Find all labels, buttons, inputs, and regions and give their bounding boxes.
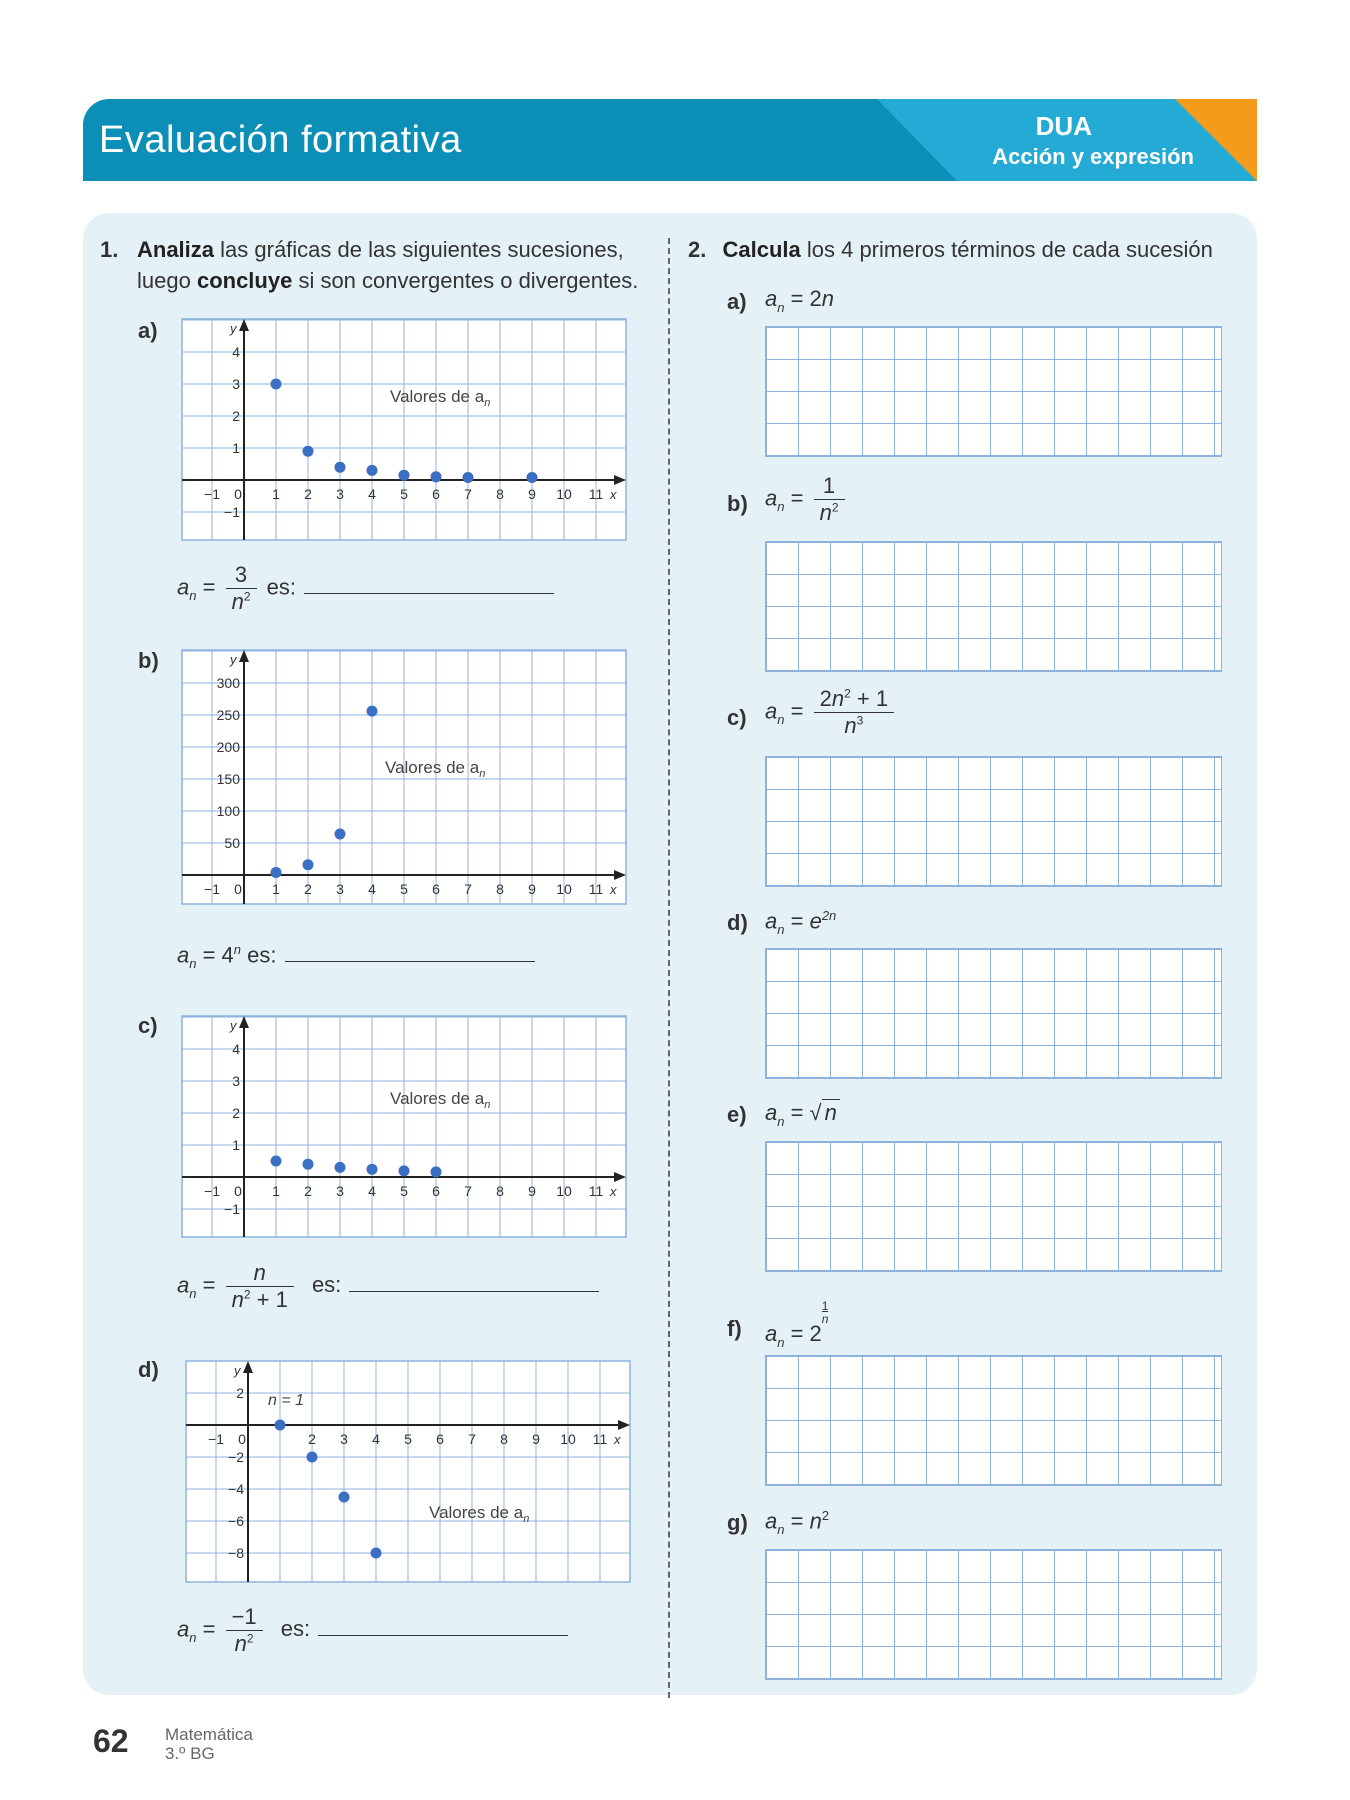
chart-b [180, 648, 628, 906]
chart-a-series-label: Valores de $a_n$ [390, 387, 491, 409]
chart-a-xtick: 5 [400, 486, 408, 502]
chart-a-xlabel: x [610, 487, 617, 502]
page-number: 62 [93, 1723, 129, 1759]
chart-d-xtick: 11 [592, 1431, 608, 1447]
chart-c-point [399, 1165, 410, 1176]
chart-d-ytick: 2 [236, 1385, 244, 1401]
q1-number: 1. [100, 237, 119, 262]
chart-b-xtick: −1 [204, 881, 220, 897]
chart-b-xtick: 1 [272, 881, 280, 897]
chart-a-ytick: 4 [232, 344, 240, 360]
chart-c-ytick: −1 [224, 1201, 240, 1217]
chart-c-xtick: 0 [234, 1183, 242, 1199]
chart-d-annotation: n = 1 [268, 1392, 305, 1409]
chart-d-ytick: −4 [228, 1481, 244, 1497]
chart-d-series-label: Valores de $a_n$ [429, 1503, 530, 1525]
chart-d-point [275, 1420, 286, 1431]
chart-c-xtick: 10 [556, 1183, 572, 1199]
chart-d-xtick: 7 [468, 1431, 476, 1447]
chart-a-xtick: 8 [496, 486, 504, 502]
chart-a-point [271, 379, 282, 390]
q1c-answer-line[interactable] [349, 1291, 599, 1292]
chart-d-xtick: 8 [500, 1431, 508, 1447]
chart-a-ytick: 1 [232, 440, 240, 456]
chart-c-xtick: 4 [368, 1183, 376, 1199]
q1a-formula: $a_n$ = $\frac{3}{n^2}$ es: [177, 562, 554, 615]
chart-d-xtick: 5 [404, 1431, 412, 1447]
chart-a-xtick: 4 [368, 486, 376, 502]
chart-a-point [399, 470, 410, 481]
chart-c-point [335, 1162, 346, 1173]
section-title: Evaluación formativa [99, 119, 462, 161]
q2f-letter: f) [727, 1316, 742, 1341]
chart-a-xtick: 7 [464, 486, 472, 502]
chart-b-point [335, 829, 346, 840]
chart-b-point [271, 867, 282, 878]
chart-c-xtick: 8 [496, 1183, 504, 1199]
chart-d-xtick: 4 [372, 1431, 380, 1447]
q1b-es: es: [247, 942, 277, 968]
chart-d-ytick: −2 [228, 1449, 244, 1465]
chart-c-xtick: 9 [528, 1183, 536, 1199]
q2c-letter: c) [727, 705, 747, 730]
chart-d-point [339, 1492, 350, 1503]
q1-statement [100, 234, 652, 293]
q2b-grid[interactable] [765, 541, 1222, 672]
chart-d-xtick: 6 [436, 1431, 444, 1447]
q1-text2b: si son convergentes o divergentes. [292, 268, 639, 293]
q2b-formula: $a_n$ = $\frac{1}{n^2}$ [765, 473, 849, 526]
q2e-formula: $a_n$ = √ n [765, 1100, 840, 1126]
chart-a-xtick: 3 [336, 486, 344, 502]
dua-subtitle: Acción y expresión [992, 144, 1194, 169]
column-divider [668, 238, 670, 1698]
q2d-grid[interactable] [765, 948, 1222, 1079]
q2g-letter: g) [727, 1510, 748, 1535]
q2-verb: Calcula [722, 237, 801, 262]
q1d-formula: $a_n$ = $\frac{-1}{n^2}$ es: [177, 1604, 568, 1657]
q2f-formula: $a_n = 2^{1 n}$ [765, 1299, 829, 1350]
chart-d [184, 1359, 632, 1584]
q2f-grid[interactable] [765, 1355, 1222, 1486]
chart-a [180, 317, 628, 542]
chart-b-xtick: 2 [304, 881, 312, 897]
q1-verb2: concluye [196, 268, 293, 293]
chart-a-xtick: 2 [304, 486, 312, 502]
chart-b-ytick: 50 [224, 835, 240, 851]
q2a-letter: a) [727, 289, 747, 314]
chart-d-xtick: 0 [238, 1431, 246, 1447]
q1c-es: es: [311, 1272, 342, 1298]
chart-a-ytick: 2 [232, 408, 240, 424]
chart-a-xtick: 1 [272, 486, 280, 502]
q2e-letter: e) [727, 1102, 747, 1127]
chart-b-xtick: 11 [588, 881, 604, 897]
chart-b-ytick: 150 [216, 771, 240, 787]
chart-a-xtick: 10 [556, 486, 572, 502]
chart-c-ytick: 4 [232, 1041, 240, 1057]
q2-number: 2. [688, 237, 707, 262]
chart-c-xtick: 5 [400, 1183, 408, 1199]
chart-a-series-label-sub: n [484, 397, 491, 409]
chart-c-xtick: 6 [432, 1183, 440, 1199]
chart-d-xtick: 2 [308, 1431, 316, 1447]
chart-a-point [367, 465, 378, 476]
q2d-letter: d) [727, 910, 748, 935]
chart-b-point [303, 859, 314, 870]
chart-c-ytick: 3 [232, 1073, 240, 1089]
chart-c-xtick: −1 [204, 1183, 220, 1199]
chart-a-point [527, 472, 538, 483]
chart-a-point [335, 462, 346, 473]
q1-verb1: Analiza [137, 237, 215, 262]
chart-b-xtick: 7 [464, 881, 472, 897]
chart-b-ytick: 200 [216, 739, 240, 755]
chart-d-series-label-sub: n [523, 1513, 530, 1525]
q1a-es: es: [266, 574, 296, 600]
chart-d-point [371, 1548, 382, 1559]
chart-d-xlabel: x [614, 1432, 621, 1447]
chart-b-xtick: 8 [496, 881, 504, 897]
chart-b-series-label: Valores de $a_n$ [385, 758, 486, 780]
chart-a-point [303, 446, 314, 457]
chart-c-xtick: 11 [588, 1183, 604, 1199]
chart-d-ytick: −6 [228, 1513, 244, 1529]
q2g-formula: $a_n = n^2$ [765, 1508, 830, 1538]
q1a-answer-line[interactable] [304, 593, 554, 594]
q1c-formula: $a_n$ = $\frac{n}{n^2 + 1}$ es: [177, 1260, 599, 1313]
chart-b-xtick: 9 [528, 881, 536, 897]
q1d-es: es: [280, 1616, 311, 1642]
chart-d-xtick: −1 [208, 1431, 224, 1447]
q2-statement [688, 234, 1213, 265]
q1c-letter: c) [138, 1013, 158, 1038]
chart-d-xtick: 3 [340, 1431, 348, 1447]
q1b-letter: b) [138, 648, 159, 673]
chart-b-xtick: 3 [336, 881, 344, 897]
chart-d-ylabel: y [234, 1363, 241, 1378]
dua-title: DUA [1035, 111, 1092, 141]
chart-c-point [303, 1159, 314, 1170]
section-header [83, 99, 1257, 181]
chart-a-point [463, 472, 474, 483]
chart-d-xtick: 10 [560, 1431, 576, 1447]
chart-c-xlabel: x [610, 1184, 617, 1199]
chart-a-xtick: 0 [234, 486, 242, 502]
chart-c-point [271, 1156, 282, 1167]
chart-c-ytick: 1 [232, 1137, 240, 1153]
chart-b-xlabel: x [610, 882, 617, 897]
chart-b-xtick: 4 [368, 881, 376, 897]
chart-a-xtick: 6 [432, 486, 440, 502]
chart-c-ylabel: y [230, 1018, 237, 1033]
chart-c-point [431, 1166, 442, 1177]
chart-a-point [431, 471, 442, 482]
chart-c-xtick: 3 [336, 1183, 344, 1199]
chart-b-xtick: 5 [400, 881, 408, 897]
q1b-answer-line[interactable] [285, 961, 535, 962]
chart-a-xtick: 11 [588, 486, 604, 502]
q2b-letter: b) [727, 491, 748, 516]
chart-a-ytick: 3 [232, 376, 240, 392]
q1d-answer-line[interactable] [318, 1635, 568, 1636]
q1a-letter: a) [138, 318, 158, 343]
chart-c-xtick: 7 [464, 1183, 472, 1199]
chart-c-ytick: 2 [232, 1105, 240, 1121]
footer-grade: 3.º BG [165, 1744, 215, 1763]
q2c-grid[interactable] [765, 756, 1222, 887]
chart-c [180, 1014, 628, 1239]
chart-b-xtick: 0 [234, 881, 242, 897]
chart-c-series-label: Valores de $a_n$ [390, 1089, 491, 1111]
q1-text1: las gráficas de las siguientes sucesiones, [214, 237, 624, 262]
chart-c-point [367, 1164, 378, 1175]
chart-a-xtick: −1 [204, 486, 220, 502]
q2c-formula: $a_n$ = $\frac{2n^2 + 1}{n^3}$ [765, 686, 898, 739]
footer-subject-name: Matemática [165, 1725, 253, 1744]
q2-text: los 4 primeros términos de cada sucesión [800, 237, 1213, 262]
q1d-letter: d) [138, 1357, 159, 1382]
chart-b-ytick: 100 [216, 803, 240, 819]
chart-c-series-label-sub: n [484, 1099, 491, 1111]
q2e-grid[interactable] [765, 1141, 1222, 1272]
chart-a-ytick: −1 [224, 504, 240, 520]
footer-subject [165, 1725, 253, 1763]
q1-text2a: luego [137, 268, 197, 293]
q2d-formula: $a_n = e^{2n}$ [765, 908, 837, 938]
chart-c-xtick: 1 [272, 1183, 280, 1199]
chart-b-series-label-sub: n [479, 768, 486, 780]
chart-a-xtick: 9 [528, 486, 536, 502]
chart-d-ytick: −8 [228, 1545, 244, 1561]
chart-b-ytick: 300 [216, 675, 240, 691]
chart-a-ylabel: y [230, 321, 237, 336]
chart-b-point [367, 706, 378, 717]
chart-b-ylabel: y [230, 652, 237, 667]
chart-d-point [307, 1452, 318, 1463]
chart-b-xtick: 10 [556, 881, 572, 897]
chart-c-xtick: 2 [304, 1183, 312, 1199]
chart-d-xtick: 9 [532, 1431, 540, 1447]
q2g-grid[interactable] [765, 1549, 1222, 1680]
q1b-formula: $a_n = 4^n$ es: [177, 942, 535, 968]
chart-b-xtick: 6 [432, 881, 440, 897]
q2a-grid[interactable] [765, 326, 1222, 457]
q2a-formula: $a_n = 2n$ [765, 286, 835, 315]
chart-b-ytick: 250 [216, 707, 240, 723]
